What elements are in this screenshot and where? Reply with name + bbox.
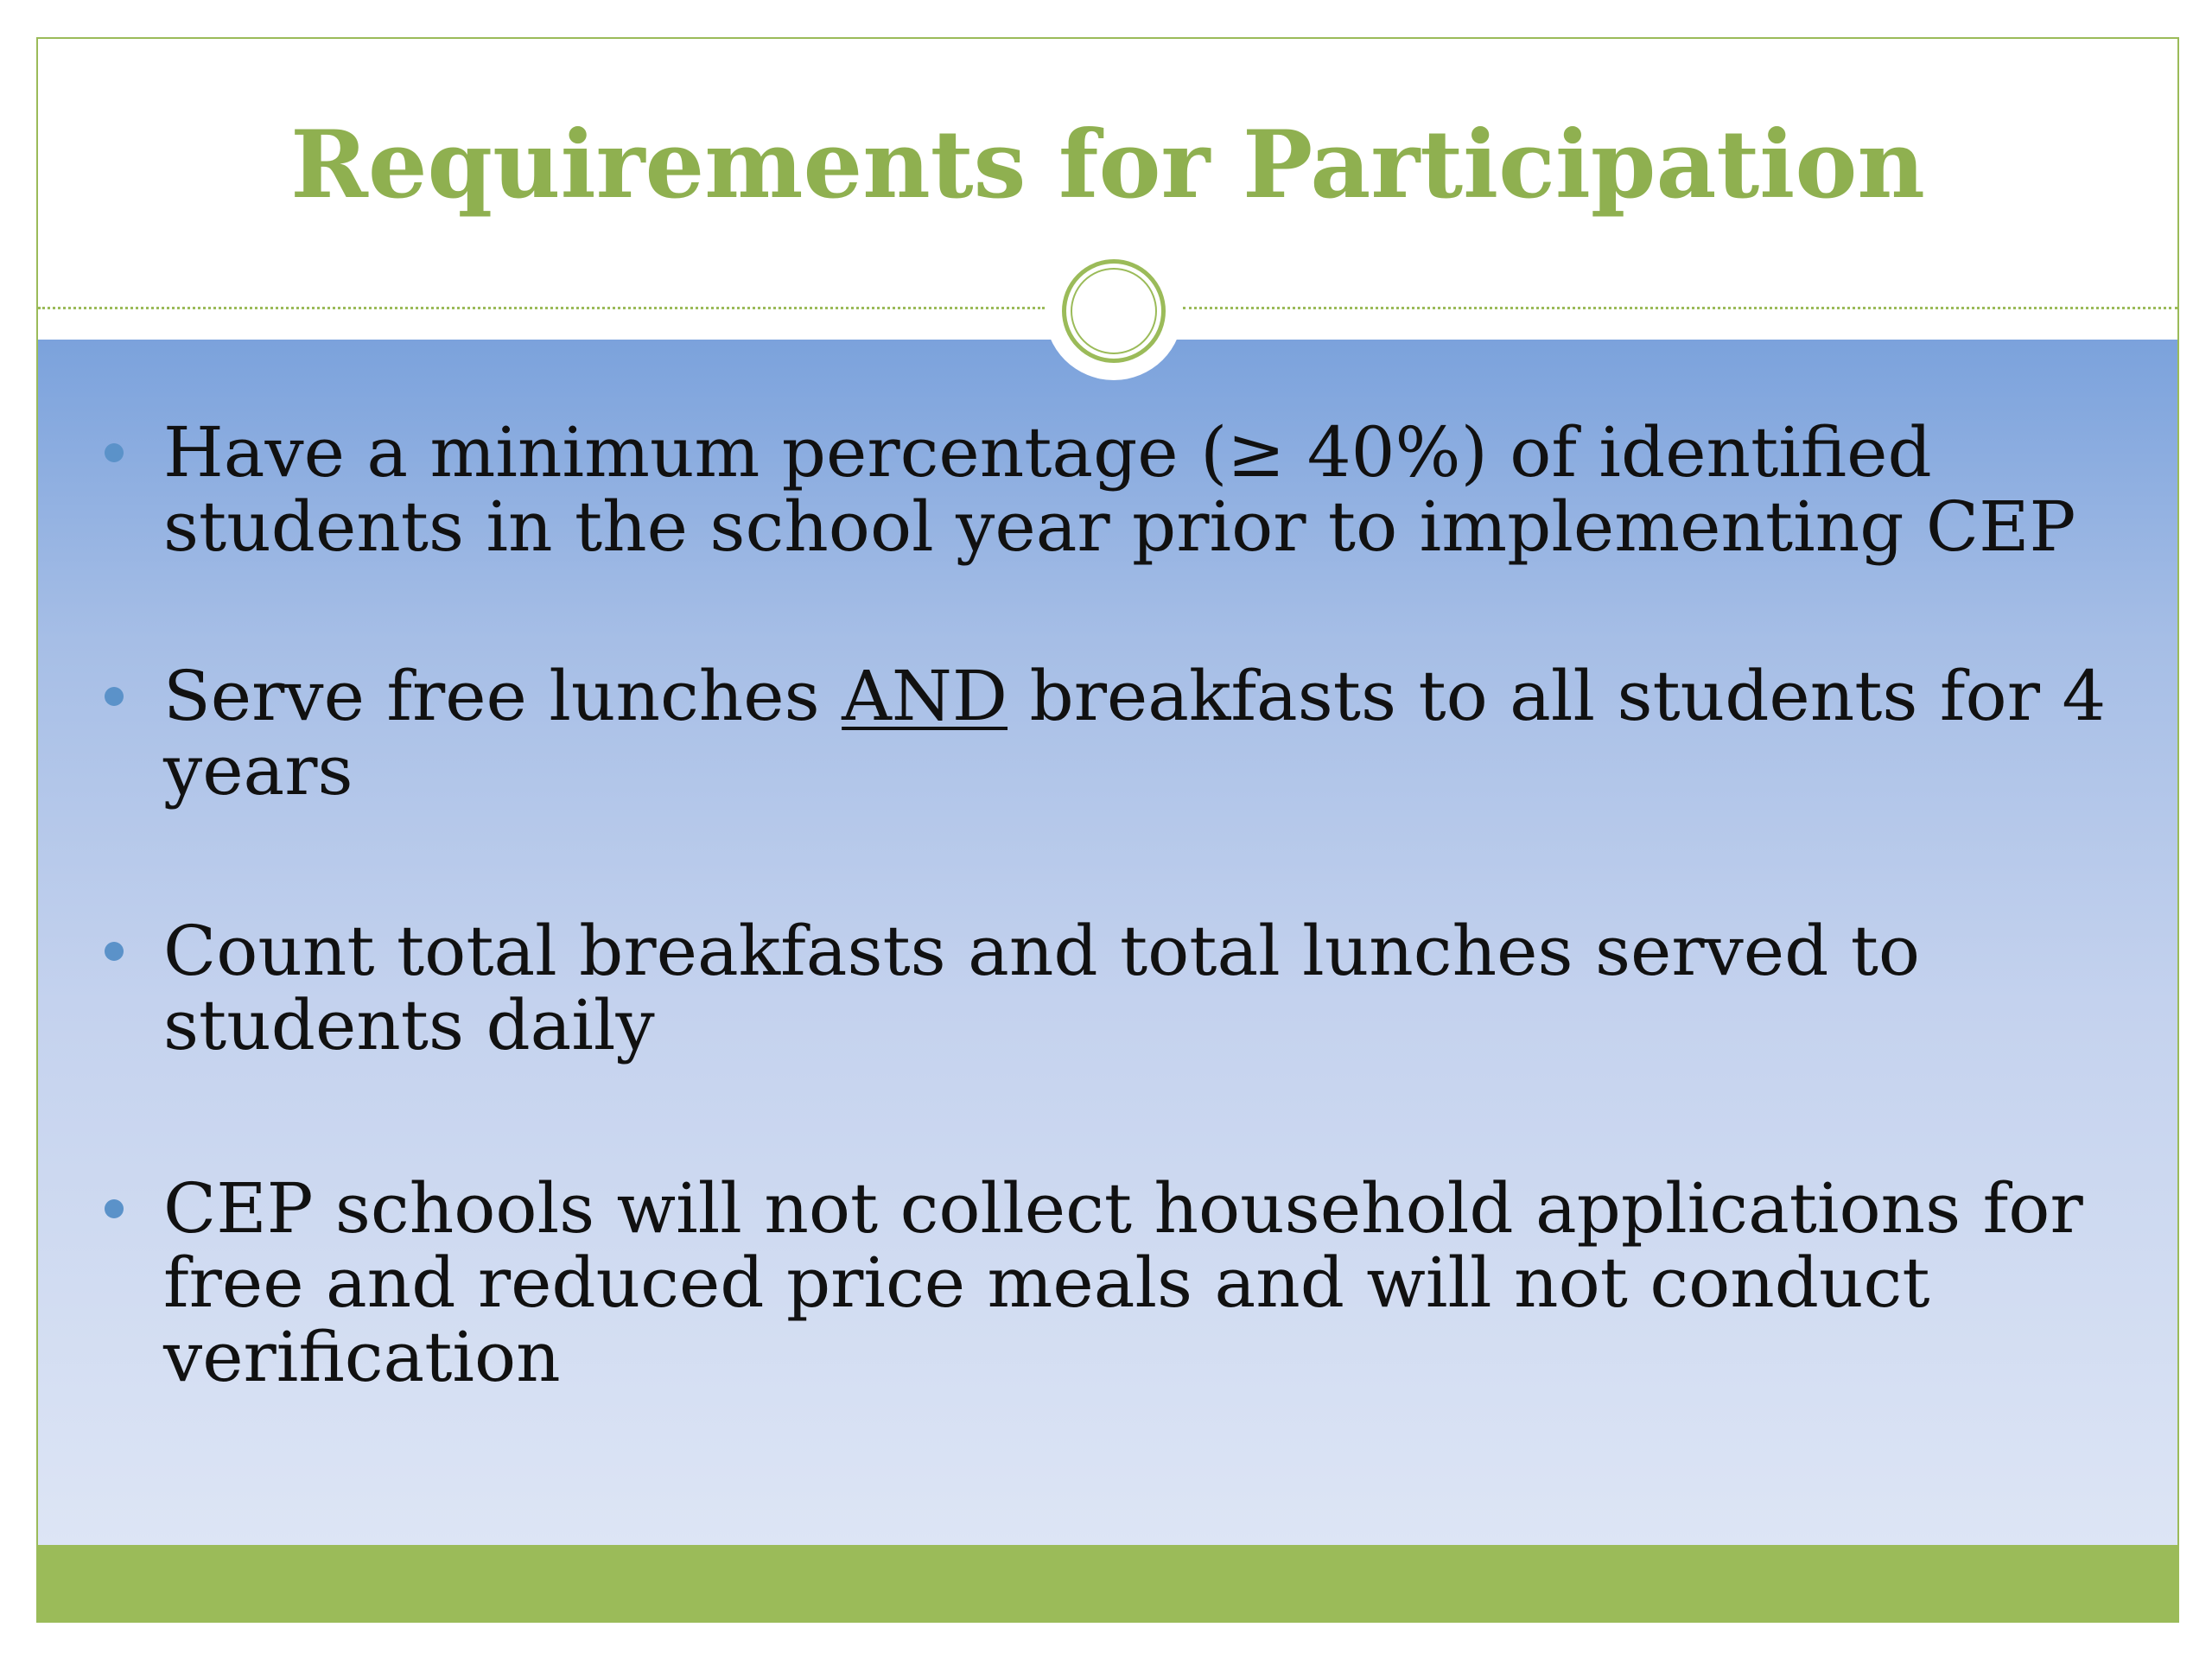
- title-ornament-circle-icon: [1045, 242, 1183, 380]
- bullet-dot-icon: [105, 443, 124, 462]
- bullet-dot-icon: [105, 942, 124, 961]
- ornament-inner-ring: [1071, 268, 1157, 354]
- bullet-text-before: Serve free lunches: [163, 656, 842, 736]
- bullet-text-underlined: AND: [842, 656, 1008, 736]
- footer-bar: [38, 1545, 2177, 1623]
- slide: [36, 37, 2179, 1623]
- title-divider-right: [1183, 307, 2177, 309]
- bullet-text: Have a minimum percentage (≥ 40%) of identified students in the school year prior to implementing CEP: [163, 412, 2076, 567]
- bullet-text: [163, 656, 2116, 810]
- content-area: [38, 340, 2177, 1545]
- bullet-dot-icon: [105, 1199, 124, 1218]
- bullet-text: CEP schools will not collect household applications for free and reduced price meals and will not conduct verification: [163, 1168, 2083, 1397]
- bullet-text-after: breakfasts to all students for 4 years: [163, 656, 2107, 810]
- title-divider-left: [38, 307, 1045, 309]
- slide-title: Requirements for Participation: [290, 111, 1925, 219]
- bullet-text: Count total breakfasts and total lunches served to students daily: [163, 911, 1921, 1065]
- bullet-dot-icon: [105, 687, 124, 706]
